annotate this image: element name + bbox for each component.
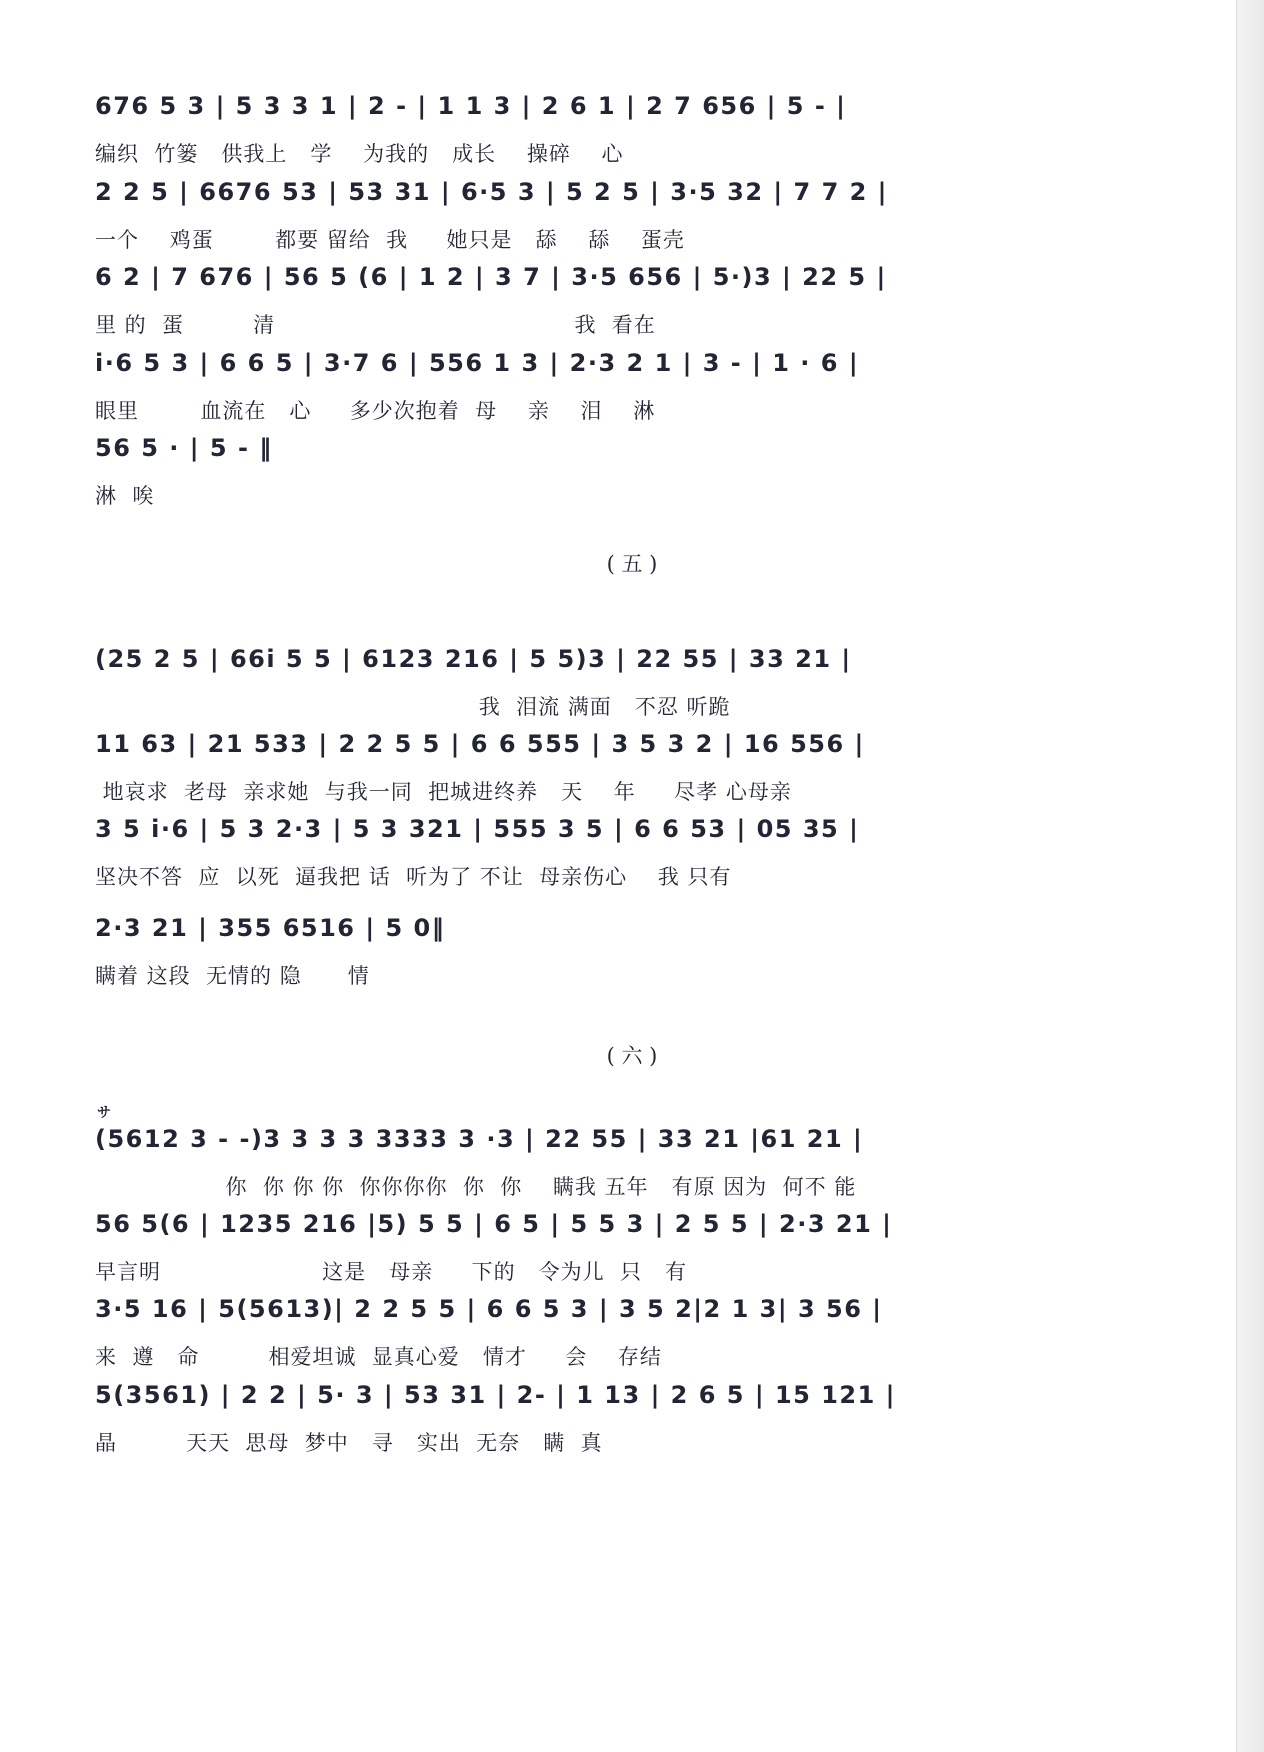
notation-row: 3 5 i·6 | 5 3 2·3 | 5 3 321 | 555 3 5 | 6 6 53 | 05 35 | bbox=[95, 815, 860, 843]
lyrics-row: 坚决不答 应 以死 逼我把 话 听为了 不让 母亲伤心 我 只有 bbox=[95, 865, 732, 889]
notation-row: 2 2 5 | 6676 53 | 53 31 | 6·5 3 | 5 2 5 | 3·5 32 | 7 7 2 | bbox=[95, 178, 888, 206]
section-title: ( 六 ) bbox=[606, 1044, 658, 1068]
lyrics-row: 你 你 你 你 你你你你 你 你 瞒我 五年 有原 因为 何不 能 bbox=[95, 1175, 857, 1199]
lyrics-row: 晶 天天 思母 梦中 寻 实出 无奈 瞒 真 bbox=[95, 1431, 603, 1455]
lyrics-row: 早言明 这是 母亲 下的 令为儿 只 有 bbox=[95, 1260, 687, 1284]
lyrics-row: 来 遵 命 相爱坦诚 显真心爱 情才 会 存结 bbox=[95, 1345, 662, 1369]
notation-row: 2·3 21 | 355 6516 | 5 0‖ bbox=[95, 914, 446, 942]
notation-row: 11 63 | 21 533 | 2 2 5 5 | 6 6 555 | 3 5 3 2 | 16 556 | bbox=[95, 730, 865, 758]
notation-row: (5612 3 - -)3 3 3 3 3333 3 ·3 | 22 55 | 33 21 |61 21 | bbox=[95, 1125, 864, 1153]
lyrics-row: 一个 鸡蛋 都要 留给 我 她只是 舔 舔 蛋壳 bbox=[95, 228, 685, 252]
lyrics-row: 淋 唉 bbox=[95, 484, 155, 508]
notation-row: i·6 5 3 | 6 6 5 | 3·7 6 | 556 1 3 | 2·3 2 1 | 3 - | 1 · 6 | bbox=[95, 349, 860, 377]
lyrics-row: 编织 竹篓 供我上 学 为我的 成长 操碎 心 bbox=[95, 142, 624, 166]
page-edge-shadow bbox=[1236, 0, 1264, 1752]
lyrics-row: 眼里 血流在 心 多少次抱着 母 亲 泪 淋 bbox=[95, 399, 656, 423]
section-title: ( 五 ) bbox=[606, 552, 658, 576]
notation-row: 6 2 | 7 676 | 56 5 (6 | 1 2 | 3 7 | 3·5 656 | 5·)3 | 22 5 | bbox=[95, 263, 887, 291]
notation-row: 3·5 16 | 5(5613)| 2 2 5 5 | 6 6 5 3 | 3 5 2|2 1 3| 3 56 | bbox=[95, 1295, 883, 1323]
lyrics-row: 地哀求 老母 亲求她 与我一同 把城进终养 天 年 尽孝 心母亲 bbox=[95, 780, 792, 804]
notation-row: 5(3561) | 2 2 | 5· 3 | 53 31 | 2- | 1 13 | 2 6 5 | 15 121 | bbox=[95, 1381, 896, 1409]
lyrics-row: 瞒着 这段 无情的 隐 情 bbox=[95, 964, 370, 988]
notation-row: 676 5 3 | 5 3 3 1 | 2 - | 1 1 3 | 2 6 1 | 2 7 656 | 5 - | bbox=[95, 92, 847, 120]
free-tempo-mark: サ bbox=[97, 1105, 111, 1121]
lyrics-row: 里 的 蛋 清 我 看在 bbox=[95, 313, 656, 337]
notation-row: 56 5 · | 5 - ‖ bbox=[95, 434, 273, 462]
notation-row: (25 2 5 | 66i 5 5 | 6123 216 | 5 5)3 | 22 55 | 33 21 | bbox=[95, 645, 852, 673]
notation-row: 56 5(6 | 1235 216 |5) 5 5 | 6 5 | 5 5 3 | 2 5 5 | 2·3 21 | bbox=[95, 1210, 893, 1238]
lyrics-row: 我 泪流 满面 不忍 听跪 bbox=[95, 695, 731, 719]
